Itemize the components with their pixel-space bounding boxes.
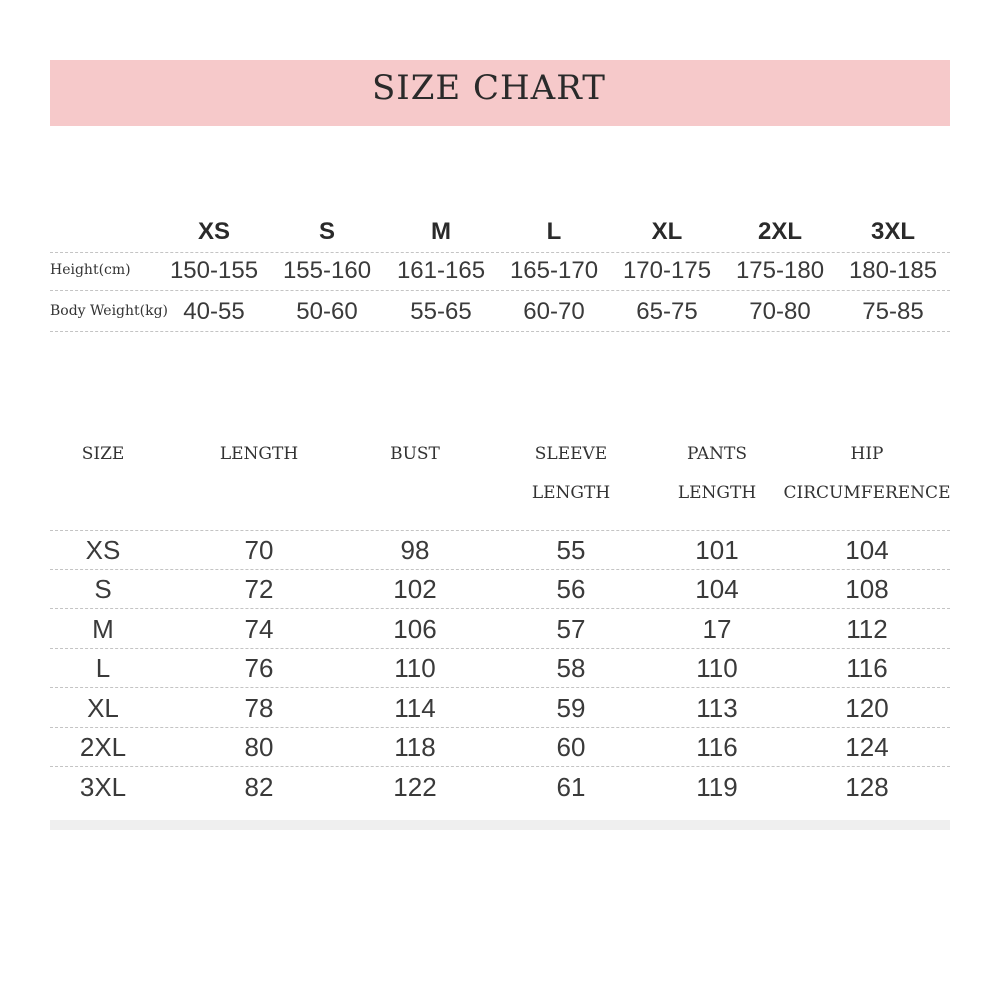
measurement-value: 104: [695, 574, 739, 604]
measurement-value: 61: [556, 772, 586, 802]
measurement-value: 120: [845, 693, 889, 723]
row-divider: [50, 290, 950, 291]
measurement-value: 128: [845, 772, 889, 802]
measurement-value: 82: [244, 772, 274, 802]
body-value: 70-80: [749, 298, 811, 325]
column-header: PANTS: [686, 444, 748, 464]
row-divider: [50, 727, 950, 728]
measurement-value: 98: [400, 535, 430, 565]
measurement-value: 104: [845, 535, 889, 565]
footer-bar: [50, 820, 950, 830]
size-label: S: [94, 574, 112, 604]
row-divider: [50, 766, 950, 767]
size-header-xs: XS: [197, 218, 231, 245]
size-label: M: [92, 614, 114, 644]
size-header-2xl: 2XL: [757, 218, 803, 245]
size-label: XL: [87, 693, 119, 723]
measurement-value: 122: [393, 772, 437, 802]
measurement-value: 76: [244, 653, 274, 683]
column-header: LENGTH: [531, 483, 611, 503]
measurement-value: 80: [244, 732, 274, 762]
body-value: 40-55: [183, 298, 245, 325]
measurement-value: 110: [394, 653, 436, 683]
measurement-value: 57: [556, 614, 586, 644]
measurement-value: 17: [702, 614, 732, 644]
body-value: 60-70: [523, 298, 585, 325]
size-label: 2XL: [79, 732, 127, 762]
measurement-value: 102: [393, 574, 437, 604]
measurement-value: 58: [556, 653, 586, 683]
measurement-value: 116: [696, 732, 738, 762]
column-header: HIP: [850, 444, 884, 464]
column-header: LENGTH: [677, 483, 757, 503]
body-value: 50-60: [296, 298, 358, 325]
measurement-value: 55: [556, 535, 586, 565]
row-divider: [50, 530, 950, 531]
size-header-xl: XL: [651, 218, 683, 245]
measurement-value: 116: [846, 653, 888, 683]
body-value: 75-85: [862, 298, 924, 325]
size-label: XS: [85, 535, 121, 565]
row-label: Body Weight(kg): [50, 303, 169, 319]
column-header: LENGTH: [219, 444, 299, 464]
measurement-value: 108: [845, 574, 889, 604]
measurement-value: 101: [695, 535, 739, 565]
measurement-value: 124: [845, 732, 889, 762]
body-value: 150-155: [169, 257, 259, 284]
measurement-value: 72: [244, 574, 274, 604]
size-header-m: M: [431, 218, 451, 245]
row-divider: [50, 608, 950, 609]
measurement-value: 59: [556, 693, 586, 723]
measurement-value: 118: [394, 732, 436, 762]
measurement-value: 60: [556, 732, 586, 762]
measurement-value: 74: [244, 614, 274, 644]
measurement-value: 114: [394, 693, 436, 723]
measurement-value: 106: [393, 614, 437, 644]
body-value: 170-175: [622, 257, 712, 284]
size-header-3xl: 3XL: [870, 218, 916, 245]
measurement-value: 119: [696, 772, 738, 802]
column-header: SIZE: [81, 444, 125, 464]
size-label: L: [95, 653, 111, 683]
size-label: 3XL: [79, 772, 127, 802]
column-header: SLEEVE: [534, 444, 608, 464]
size-header-l: L: [546, 218, 562, 245]
body-value: 55-65: [410, 298, 472, 325]
column-header: CIRCUMFERENCE: [783, 483, 951, 503]
column-header: BUST: [390, 444, 440, 464]
row-label: Height(cm): [50, 262, 131, 278]
body-value: 175-180: [735, 257, 825, 284]
row-divider: [50, 331, 950, 332]
measurement-value: 70: [244, 535, 274, 565]
page-title: SIZE CHART: [372, 68, 606, 108]
measurement-value: 56: [556, 574, 586, 604]
measurement-value: 113: [696, 693, 738, 723]
body-value: 155-160: [282, 257, 372, 284]
size-header-s: S: [318, 218, 336, 245]
body-value: 161-165: [396, 257, 486, 284]
measurement-value: 110: [696, 653, 738, 683]
measurement-value: 112: [846, 614, 888, 644]
body-value: 165-170: [509, 257, 599, 284]
row-divider: [50, 569, 950, 570]
row-divider: [50, 687, 950, 688]
measurement-value: 78: [244, 693, 274, 723]
body-value: 180-185: [848, 257, 938, 284]
title-banner: [50, 60, 950, 126]
row-divider: [50, 648, 950, 649]
body-value: 65-75: [636, 298, 698, 325]
row-divider: [50, 252, 950, 253]
